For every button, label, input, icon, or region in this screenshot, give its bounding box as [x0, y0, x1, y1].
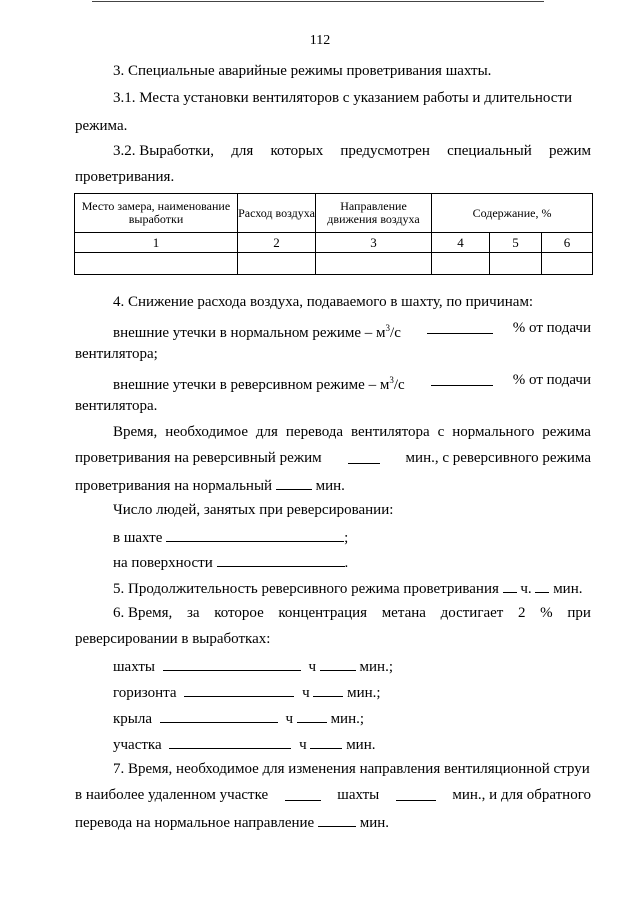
table-header-location: Место замера, наименование выработки: [75, 194, 238, 233]
table-header-direction: Направление движения воздуха: [316, 194, 432, 233]
word: необходимое: [165, 424, 248, 440]
methane-horizon-blank[interactable]: [184, 683, 294, 697]
methane-horizon-line: горизонта ч мин.;: [113, 685, 381, 701]
word: специальный: [447, 143, 532, 159]
section7-line1: 7. Время, необходимое для изменения направления вентиляционной струи: [113, 761, 590, 777]
return-normal-minutes-blank[interactable]: [318, 813, 356, 827]
top-border-line: [92, 1, 544, 2]
section6-line1: [113, 605, 591, 622]
to-normal-minutes-blank[interactable]: [276, 476, 312, 490]
word: для: [255, 424, 278, 440]
fan-label-2: вентилятора.: [75, 398, 158, 414]
word: предусмотрен: [340, 143, 430, 159]
reverse-leak-text: внешние утечки в реверсивном режиме – $м^3/с$: [113, 375, 405, 393]
table-col-number: 5: [490, 233, 542, 253]
methane-mine-min-blank[interactable]: [320, 657, 356, 671]
word: которое: [214, 605, 264, 621]
table-col-number: 3: [316, 233, 432, 253]
percent-of-supply: % от подачи: [512, 372, 591, 388]
word: 2: [518, 605, 526, 621]
word: нормального: [452, 424, 535, 440]
page-number: 112: [309, 33, 331, 48]
time-switch-line2: проветривания на реверсивный режим мин., с реверсивного режима: [75, 450, 591, 466]
percent-of-supply: % от подачи: [512, 320, 591, 336]
people-on-surface-blank[interactable]: [217, 553, 345, 567]
table-col-number: 1: [75, 233, 238, 253]
reverse-duration-minutes-blank[interactable]: [535, 579, 549, 593]
time-switch-line1: [113, 424, 591, 441]
section31-line1: 3.1. Места установки вентиляторов с указанием работы и длительности: [113, 90, 573, 106]
reverse-duration-hours-blank[interactable]: [503, 579, 517, 593]
table-col-number: 6: [542, 233, 593, 253]
fan-label-1: вентилятора;: [75, 346, 158, 362]
normal-leak-line: [113, 320, 591, 342]
section3-title: 3. Специальные аварийные режимы проветривания шахты.: [113, 63, 492, 79]
methane-wing-min-blank[interactable]: [297, 709, 327, 723]
methane-mine-blank[interactable]: [163, 657, 301, 671]
table-header-air-flow: Расход воздуха: [238, 194, 316, 233]
word: которых: [270, 143, 324, 159]
section32-line1: [113, 143, 591, 160]
reverse-leak-line: [113, 372, 591, 394]
section7-line2: в наиболее удаленном участке шахты мин., и для обратного: [75, 787, 591, 803]
word: концентрация: [278, 605, 368, 621]
word: достигает: [440, 605, 504, 621]
section7-line3: перевода на нормальное направление мин.: [75, 815, 389, 831]
word: режима: [542, 424, 591, 440]
people-in-mine-line: в шахте ;: [113, 530, 349, 546]
word: %: [540, 605, 553, 621]
methane-section-blank[interactable]: [169, 735, 291, 749]
word: для: [231, 143, 254, 159]
word: 3.2. Выработки,: [113, 143, 215, 159]
word: Время,: [113, 424, 158, 440]
section31-line2: режима.: [75, 118, 128, 134]
word: перевода: [285, 424, 344, 440]
people-in-mine-blank[interactable]: [166, 528, 344, 542]
section6-line2: реверсировании в выработках:: [75, 631, 271, 647]
section5-line: 5. Продолжительность реверсивного режима проветривания ч. мин.: [113, 581, 583, 597]
table-empty-cell[interactable]: [316, 253, 432, 275]
table-empty-cell[interactable]: [238, 253, 316, 275]
methane-section-min-blank[interactable]: [310, 735, 342, 749]
word: режим: [548, 143, 591, 159]
measurement-table: [74, 193, 593, 275]
methane-horizon-min-blank[interactable]: [313, 683, 343, 697]
section32-line2: проветривания.: [75, 169, 175, 185]
mine-minutes-blank[interactable]: [396, 787, 436, 801]
methane-section-line: участка ч мин.: [113, 737, 376, 753]
word: с: [437, 424, 445, 440]
word: за: [186, 605, 200, 621]
table-empty-cell[interactable]: [490, 253, 542, 275]
table-empty-cell[interactable]: [75, 253, 238, 275]
methane-mine-line: шахты ч мин.;: [113, 659, 393, 675]
people-on-surface-line: на поверхности .: [113, 555, 349, 571]
word: вентилятора: [351, 424, 430, 440]
table-col-number: 4: [432, 233, 490, 253]
table-col-number: 2: [238, 233, 316, 253]
normal-leak-text: внешние утечки в нормальном режиме – $м^3/с$: [113, 323, 401, 341]
section4-title: 4. Снижение расхода воздуха, подаваемого в шахту, по причинам:: [113, 294, 534, 310]
people-count-label: Число людей, занятых при реверсировании:: [113, 502, 394, 518]
to-reverse-minutes-blank[interactable]: [348, 450, 380, 464]
reverse-leak-blank[interactable]: [431, 372, 493, 386]
normal-leak-blank[interactable]: [427, 320, 493, 334]
word: при: [567, 605, 591, 621]
farthest-section-blank[interactable]: [285, 787, 321, 801]
word: 6. Время,: [113, 605, 173, 621]
word: метана: [381, 605, 426, 621]
table-empty-cell[interactable]: [432, 253, 490, 275]
methane-wing-blank[interactable]: [160, 709, 278, 723]
table-header-content: Содержание, %: [432, 194, 593, 233]
methane-wing-line: крыла ч мин.;: [113, 711, 365, 727]
time-switch-line3: проветривания на нормальный мин.: [75, 478, 345, 494]
table-empty-cell[interactable]: [542, 253, 593, 275]
